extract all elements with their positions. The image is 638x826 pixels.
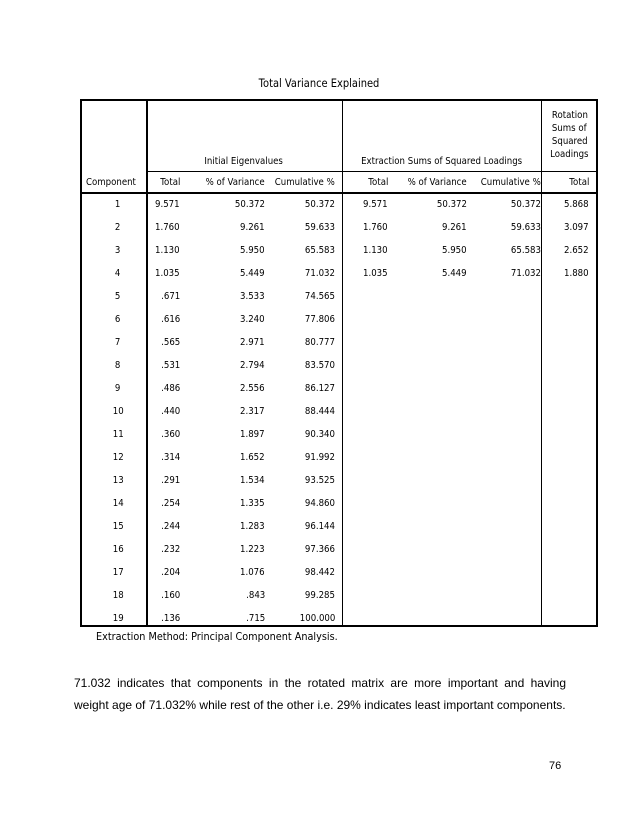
table-cell xyxy=(387,267,467,280)
table-cell-value: .160 xyxy=(160,590,180,601)
table-cell-value: 1.760 xyxy=(155,222,180,233)
table-cell xyxy=(509,267,589,280)
table-cell xyxy=(255,474,335,487)
table-cell xyxy=(308,221,388,234)
table-cell-value: 8 xyxy=(114,360,121,371)
table-cell-value: 1.760 xyxy=(363,222,388,233)
table-cell-value: 74.565 xyxy=(304,291,335,302)
table-cell xyxy=(255,566,335,579)
column-header-text: Total xyxy=(159,177,180,188)
table-cell-value: 1.283 xyxy=(240,521,265,532)
table-cell xyxy=(255,382,335,395)
table-cell-value: 2 xyxy=(114,222,121,233)
table-cell-value: .440 xyxy=(160,406,180,417)
table-cell-value: 1.035 xyxy=(155,268,180,279)
table-cell xyxy=(255,451,335,464)
column-header-text: Total xyxy=(568,177,589,188)
table-cell xyxy=(185,290,265,303)
table-cell-value: 99.285 xyxy=(304,590,335,601)
page-number: 76 xyxy=(549,760,562,772)
table-cell xyxy=(185,474,265,487)
table-cell-value: 5 xyxy=(114,291,121,302)
table-cell-value: 65.583 xyxy=(304,245,335,256)
table-cell-value: 3.240 xyxy=(240,314,265,325)
table-title: Total Variance Explained xyxy=(258,76,380,90)
table-cell-value: 90.340 xyxy=(304,429,335,440)
group-header-rotation-text: Squared xyxy=(551,136,588,147)
table-cell-value: 9 xyxy=(114,383,121,394)
table-cell-value: 3.533 xyxy=(240,291,265,302)
table-cell xyxy=(255,543,335,556)
table-cell xyxy=(100,428,180,441)
table-cell xyxy=(185,543,265,556)
column-header-text: Total xyxy=(367,177,388,188)
table-cell xyxy=(255,405,335,418)
table-cell-value: .531 xyxy=(160,360,180,371)
table-cell-value: 16 xyxy=(112,544,124,555)
table-cell-value: 4 xyxy=(114,268,121,279)
table-cell xyxy=(185,589,265,602)
table-cell-value: 5.950 xyxy=(442,245,467,256)
group-header-rotation-line xyxy=(541,109,598,122)
table-cell-value: 97.366 xyxy=(304,544,335,555)
table-cell xyxy=(100,221,180,234)
table-cell-value: .715 xyxy=(245,613,265,624)
table-cell xyxy=(185,359,265,372)
table-cell-value: 59.633 xyxy=(304,222,335,233)
table-cell-value: 59.633 xyxy=(510,222,541,233)
table-cell xyxy=(308,244,388,257)
table-cell-value: 1 xyxy=(114,199,121,210)
table-cell-value: 83.570 xyxy=(304,360,335,371)
table-cell-value: 94.860 xyxy=(304,498,335,509)
table-cell-value: 2.652 xyxy=(564,245,589,256)
group-header-extraction-label: Extraction Sums of Squared Loadings xyxy=(360,156,523,167)
table-cell xyxy=(387,244,467,257)
table-cell-value: 80.777 xyxy=(304,337,335,348)
table-cell-value: .136 xyxy=(160,613,180,624)
group-header-rotation-text: Loadings xyxy=(550,149,589,160)
column-header-text: Cumulative % xyxy=(275,177,335,188)
table-cell xyxy=(387,221,467,234)
table-cell-value: 3 xyxy=(114,245,121,256)
table-cell-value: 71.032 xyxy=(304,268,335,279)
table-cell xyxy=(100,497,180,510)
table-cell xyxy=(308,198,388,211)
table-cell xyxy=(100,451,180,464)
table-cell-value: 1.130 xyxy=(155,245,180,256)
table-cell-value: .204 xyxy=(160,567,180,578)
table-cell-value: .843 xyxy=(245,590,265,601)
table-cell xyxy=(100,543,180,556)
group-header-rotation-text: Rotation xyxy=(551,110,588,121)
group-header-initial-label: Initial Eigenvalues xyxy=(204,156,284,167)
table-cell-value: .291 xyxy=(160,475,180,486)
table-cell xyxy=(255,290,335,303)
table-cell xyxy=(100,290,180,303)
group-header-initial xyxy=(146,155,342,168)
table-cell-value: 50.372 xyxy=(510,199,541,210)
table-cell-value: 11 xyxy=(112,429,124,440)
table-cell-value: 5.449 xyxy=(240,268,265,279)
table-cell-value: 88.444 xyxy=(304,406,335,417)
table-cell-value: .314 xyxy=(160,452,180,463)
table-cell-value: 1.076 xyxy=(240,567,265,578)
column-header-text: Cumulative % xyxy=(481,177,541,188)
table-cell xyxy=(387,198,467,211)
column-header-text: % of Variance xyxy=(205,177,265,188)
table-cell-value: .232 xyxy=(160,544,180,555)
table-cell xyxy=(100,474,180,487)
table-cell-value: 12 xyxy=(112,452,124,463)
table-cell-value: 1.897 xyxy=(240,429,265,440)
table-cell-value: 50.372 xyxy=(304,199,335,210)
table-cell xyxy=(185,198,265,211)
table-cell xyxy=(255,589,335,602)
table-cell xyxy=(185,451,265,464)
table-cell-value: 77.806 xyxy=(304,314,335,325)
table-cell xyxy=(185,566,265,579)
table-cell-value: 14 xyxy=(112,498,124,509)
table-cell xyxy=(185,428,265,441)
table-cell-value: 2.556 xyxy=(240,383,265,394)
table-cell xyxy=(185,520,265,533)
table-cell-value: .486 xyxy=(160,383,180,394)
table-cell-value: 5.449 xyxy=(442,268,467,279)
table-cell xyxy=(255,336,335,349)
table-cell-value: 18 xyxy=(112,590,124,601)
table-cell-value: 98.442 xyxy=(304,567,335,578)
group-header-extraction xyxy=(342,155,541,168)
table-cell-value: .244 xyxy=(160,521,180,532)
table-cell-value: 1.335 xyxy=(240,498,265,509)
table-cell xyxy=(100,382,180,395)
table-cell xyxy=(185,221,265,234)
table-cell xyxy=(255,359,335,372)
table-cell xyxy=(100,566,180,579)
table-cell-value: 50.372 xyxy=(436,199,467,210)
table-cell-value: 96.144 xyxy=(304,521,335,532)
table-cell-value: 19 xyxy=(112,613,124,624)
table-cell xyxy=(185,313,265,326)
table-cell xyxy=(100,589,180,602)
table-cell-value: .616 xyxy=(160,314,180,325)
table-cell-value: .254 xyxy=(160,498,180,509)
table-cell-value: 50.372 xyxy=(234,199,265,210)
table-cell-value: 100.000 xyxy=(299,613,335,624)
table-cell xyxy=(100,313,180,326)
table-cell-value: 2.971 xyxy=(240,337,265,348)
table-cell xyxy=(509,244,589,257)
table-cell-value: 91.992 xyxy=(304,452,335,463)
table-cell xyxy=(255,497,335,510)
table-cell xyxy=(185,405,265,418)
table-cell-value: 17 xyxy=(112,567,124,578)
table-cell-value: 10 xyxy=(112,406,124,417)
table-cell-value: .360 xyxy=(160,429,180,440)
table-cell xyxy=(185,336,265,349)
header-underline xyxy=(146,171,598,172)
table-cell xyxy=(185,612,265,625)
table-cell-value: .565 xyxy=(160,337,180,348)
table-cell-value: 1.534 xyxy=(240,475,265,486)
table-cell-value: 71.032 xyxy=(510,268,541,279)
table-cell xyxy=(100,244,180,257)
table-cell xyxy=(255,313,335,326)
table-cell-value: 5.868 xyxy=(564,199,589,210)
table-cell xyxy=(100,336,180,349)
table-cell xyxy=(255,428,335,441)
group-header-rotation-line xyxy=(541,148,598,161)
table-cell-value: 1.035 xyxy=(363,268,388,279)
table-cell-value: 9.261 xyxy=(240,222,265,233)
table-cell xyxy=(100,405,180,418)
table-cell-value: .671 xyxy=(160,291,180,302)
column-header-text: % of Variance xyxy=(407,177,467,188)
table-cell xyxy=(185,497,265,510)
table-footnote: Extraction Method: Principal Component Analysis. xyxy=(96,630,338,643)
column-header xyxy=(499,176,589,189)
table-cell-value: 6 xyxy=(114,314,121,325)
group-header-rotation-line xyxy=(541,135,598,148)
table-cell xyxy=(185,244,265,257)
table-cell-value: 3.097 xyxy=(564,222,589,233)
table-cell xyxy=(509,198,589,211)
table-cell xyxy=(100,612,180,625)
table-cell xyxy=(509,221,589,234)
table-cell xyxy=(100,267,180,280)
table-cell-value: 7 xyxy=(114,337,121,348)
table-cell-value: 2.317 xyxy=(240,406,265,417)
table-cell-value: 1.130 xyxy=(363,245,388,256)
table-cell-value: 65.583 xyxy=(510,245,541,256)
table-cell-value: 93.525 xyxy=(304,475,335,486)
table-cell xyxy=(100,359,180,372)
table-cell-value: 5.950 xyxy=(240,245,265,256)
column-header-underline xyxy=(80,192,598,194)
table-cell xyxy=(255,520,335,533)
table-cell-value: 1.223 xyxy=(240,544,265,555)
table-cell xyxy=(185,267,265,280)
group-header-rotation-text: Sums of xyxy=(552,123,587,134)
table-cell xyxy=(255,612,335,625)
table-cell-value: 1.652 xyxy=(240,452,265,463)
column-header xyxy=(298,176,388,189)
table-cell-value: 9.261 xyxy=(442,222,467,233)
table-cell-value: 2.794 xyxy=(240,360,265,371)
table-cell-value: 13 xyxy=(112,475,124,486)
body-paragraph: 71.032 indicates that components in the rotated matrix are more important and having weight age of 71.032% while rest of the other i.e. 29% indicates least important components. xyxy=(74,676,566,712)
table-cell-value: 1.880 xyxy=(564,268,589,279)
column-header xyxy=(90,176,180,189)
table-cell xyxy=(185,382,265,395)
table-cell xyxy=(100,520,180,533)
group-header-rotation-line xyxy=(541,122,598,135)
table-cell-value: 9.571 xyxy=(363,199,388,210)
table-cell-value: 15 xyxy=(112,521,124,532)
table-cell-value: 9.571 xyxy=(155,199,180,210)
column-header-text: Component xyxy=(86,177,136,188)
table-cell xyxy=(308,267,388,280)
table-cell-value: 86.127 xyxy=(304,383,335,394)
table-cell xyxy=(100,198,180,211)
